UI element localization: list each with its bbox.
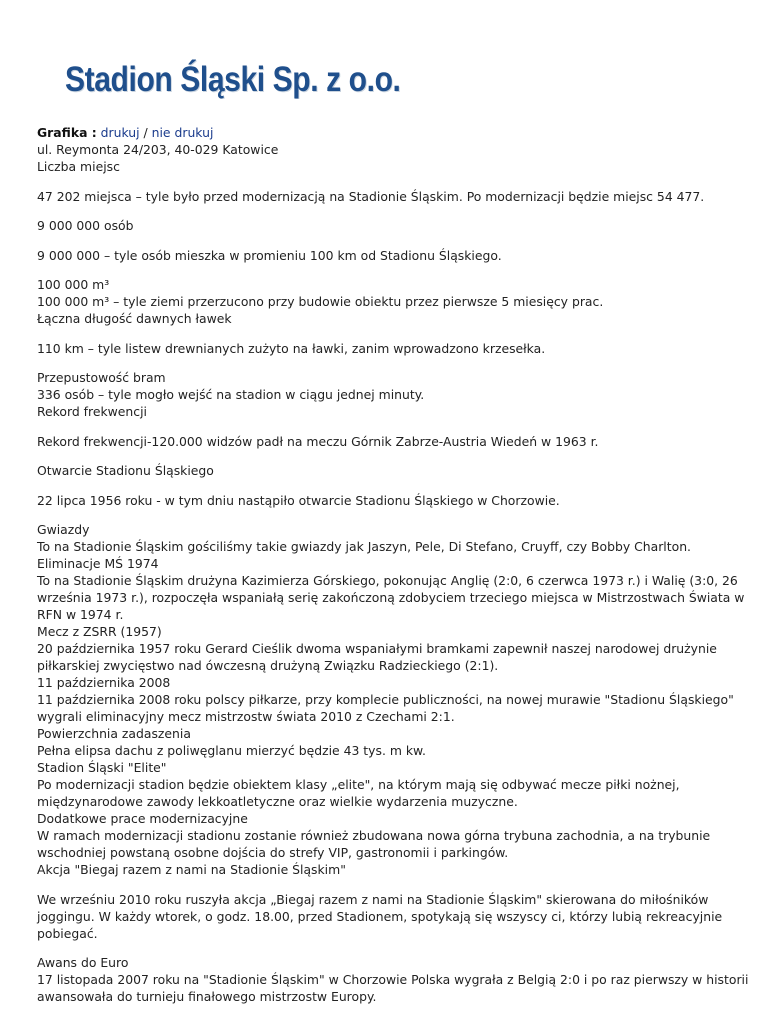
company-logo: Stadion Śląski Sp. z o.o. <box>65 60 401 99</box>
fact-paragraph <box>37 521 757 878</box>
text-line: Przepustowość bram <box>37 370 166 385</box>
text-line: 100 000 m³ <box>37 277 110 292</box>
print-link[interactable]: drukuj <box>100 125 140 140</box>
fact-paragraph <box>37 492 757 509</box>
text-line: We wrześniu 2010 roku ruszyła akcja „Biegaj razem z nami na Stadionie Śląskim" skierowana do miłośników joggingu. W każdy wtorek, o godz. 18.00, przed Stadionem, spotykają się wszyscy ci, którzy lubią rekreacyjnie pobiegać. <box>37 891 723 941</box>
text-line: 22 lipca 1956 roku - w tym dniu nastąpiło otwarcie Stadionu Śląskiego w Chorzowie. <box>37 492 560 508</box>
text-line: Po modernizacji stadion będzie obiektem klasy „elite", na którym mają się odbywać mecze piłki nożnej, międzynarodowe zawody lekkoatletyczne oraz wielkie wydarzenia muzyczne. <box>37 777 680 809</box>
text-line: 110 km – tyle listew drewnianych zużyto na ławki, zanim wprowadzono krzesełka. <box>37 340 546 356</box>
text-line: 11 października 2008 <box>37 675 171 690</box>
seats-heading: Liczba miejsc <box>37 159 120 174</box>
text-line: 9 000 000 osób <box>37 218 134 233</box>
fact-paragraph <box>37 247 757 264</box>
fact-paragraph <box>37 954 757 1005</box>
fact-paragraph <box>37 217 757 234</box>
fact-paragraph <box>37 433 757 450</box>
text-line: Otwarcie Stadionu Śląskiego <box>37 463 214 478</box>
text-line: Awans do Euro <box>37 955 129 970</box>
address: ul. Reymonta 24/203, 40-029 Katowice <box>37 142 279 157</box>
text-line: W ramach modernizacji stadionu zostanie również zbudowana nowa górna trybuna zachodnia, a na trybunie wschodniej powstaną osobne dojścia do strefy VIP, gastronomii i parkingów. <box>37 828 711 860</box>
fact-paragraph <box>37 462 757 479</box>
fact-paragraphs <box>37 188 757 1006</box>
fact-paragraph <box>37 276 757 327</box>
text-line: Gwiazdy <box>37 522 90 537</box>
text-line: Rekord frekwencji-120.000 widzów padł na meczu Górnik Zabrze-Austria Wiedeń w 1963 r. <box>37 433 599 449</box>
fact-paragraph <box>37 188 757 205</box>
text-line: Dodatkowe prace modernizacyjne <box>37 811 248 826</box>
text-line: Eliminacje MŚ 1974 <box>37 556 159 571</box>
text-line: Rekord frekwencji <box>37 404 147 419</box>
graphics-label: Grafika : <box>37 125 97 140</box>
text-line: Łączna długość dawnych ławek <box>37 311 232 326</box>
header-block <box>37 124 757 175</box>
text-line: To na Stadionie Śląskim gościliśmy takie gwiazdy jak Jaszyn, Pele, Di Stefano, Cruyff, czy Bobby Charlton. <box>37 539 691 554</box>
no-print-link[interactable]: nie drukuj <box>151 125 214 140</box>
text-line: Powierzchnia zadaszenia <box>37 726 191 741</box>
fact-paragraph <box>37 340 757 357</box>
text-line: Pełna elipsa dachu z poliwęglanu mierzyć będzie 43 tys. m kw. <box>37 743 426 758</box>
text-line: 17 listopada 2007 roku na "Stadionie Śląskim" w Chorzowie Polska wygrała z Belgią 2:0 i po raz pierwszy w historii awansowała do turnieju finałowego mistrzostw Europy. <box>37 972 749 1004</box>
fact-paragraph <box>37 369 757 420</box>
fact-paragraph <box>37 891 757 942</box>
text-line: Mecz z ZSRR (1957) <box>37 624 162 639</box>
text-line: 20 października 1957 roku Gerard Cieślik dwoma wspaniałymi bramkami zapewnił naszej narodowej drużynie piłkarskiej zwycięstwo nad ówczesną drużyną Związku Radzieckiego (2:1). <box>37 641 717 673</box>
text-line: 336 osób – tyle mogło wejść na stadion w ciągu jednej minuty. <box>37 387 425 402</box>
graphics-toggle-line <box>37 124 757 141</box>
text-line: To na Stadionie Śląskim drużyna Kazimierza Górskiego, pokonując Anglię (2:0, 6 czerwca 1973 r.) i Walię (3:0, 26 września 1973 r.), rozpoczęła wspaniałą serię zakończoną zdobyciem trzeciego miejsca w Mistrzostwach Świata w RFN w 1974 r. <box>37 573 745 622</box>
text-line: 11 października 2008 roku polscy piłkarze, przy komplecie publiczności, na nowej murawie "Stadionu Śląskiego" wygrali eliminacyjny mecz mistrzostw świata 2010 z Czechami 2:1. <box>37 692 734 724</box>
text-line: 9 000 000 – tyle osób mieszka w promieniu 100 km od Stadionu Śląskiego. <box>37 247 502 263</box>
text-line: Akcja "Biegaj razem z nami na Stadionie Śląskim" <box>37 862 346 877</box>
text-line: 47 202 miejsca – tyle było przed modernizacją na Stadionie Śląskim. Po modernizacji będzie miejsc 54 477. <box>37 188 705 204</box>
text-line: 100 000 m³ – tyle ziemi przerzucono przy budowie obiektu przez pierwsze 5 miesięcy prac. <box>37 294 604 309</box>
text-line: Stadion Śląski "Elite" <box>37 760 167 775</box>
document-content <box>37 124 757 1018</box>
link-separator: / <box>139 125 152 140</box>
